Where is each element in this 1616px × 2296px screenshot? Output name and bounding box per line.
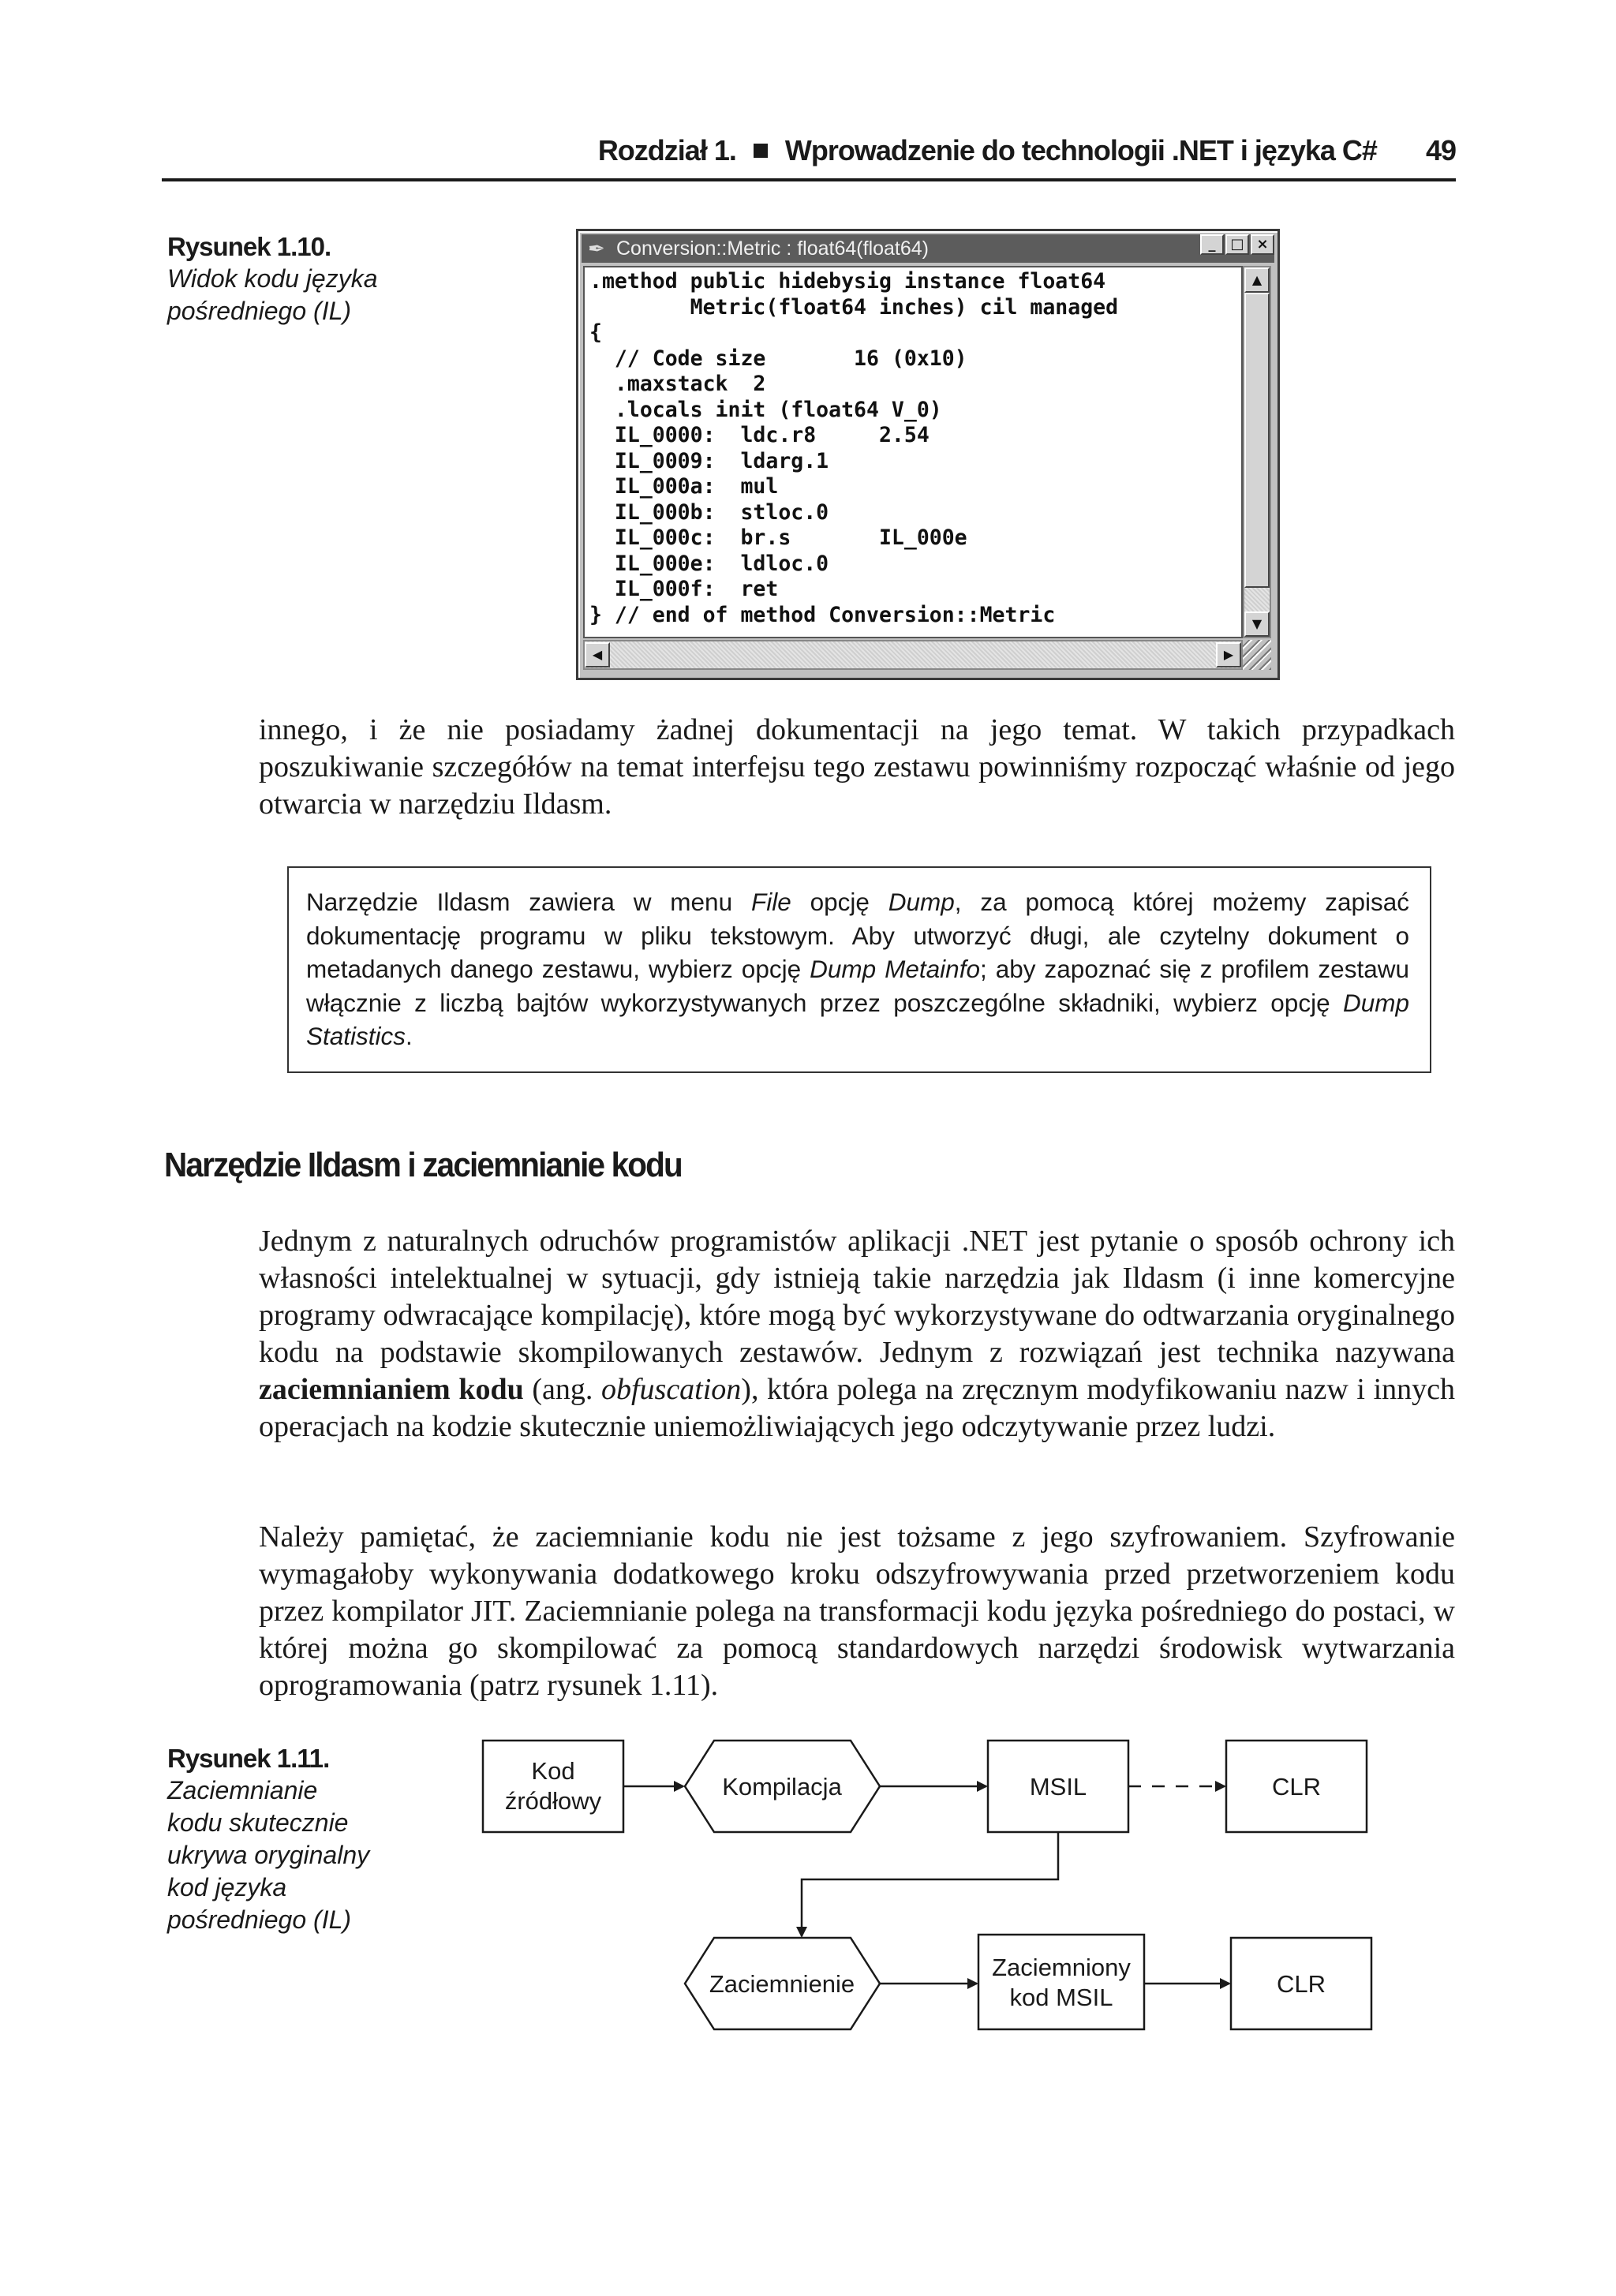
window-title-bar[interactable] [582,234,1274,263]
scroll-right-arrow-icon[interactable]: ▶ [1216,642,1241,667]
note-text: . [406,1022,413,1050]
header-chapter: Rozdział 1. [597,134,736,166]
vertical-scrollbar[interactable] [1243,266,1271,638]
node-label-source: źródłowy [504,1787,602,1815]
node-label-obfuscated-msil: kod MSIL [1009,1984,1113,2011]
paragraph-text: (ang. [523,1373,601,1406]
note-box [287,866,1431,1073]
note-option-dump-metainfo: Dump Metainfo [810,955,980,983]
note-menu-file: File [750,888,791,916]
quill-icon: ✒ [588,237,605,260]
code-line: IL_000c: br.s IL_000e [589,525,967,550]
code-line: { [589,320,602,345]
node-label-source: Kod [531,1757,575,1785]
node-label-compile: Kompilacja [722,1773,842,1801]
figure-1-10-caption-line: pośredniego (IL) [167,297,352,325]
code-line: } // end of method Conversion::Metric [589,602,1056,627]
code-line: IL_000e: ldloc.0 [589,551,829,576]
paragraph-text: ), która polega na zręcznym modyfikowaniu nazw i innych operacjach na kodzie skutecznie uniemożliwiających jego odczytywanie przez ludzi. [259,1373,1455,1443]
code-line: IL_0000: ldc.r8 2.54 [589,423,930,447]
il-code-window [576,229,1280,680]
scroll-thumb[interactable] [1244,293,1270,588]
node-label-obfuscate: Zaciemnienie [709,1970,855,1998]
minimize-button[interactable]: _ [1200,234,1224,255]
obfuscation-flow-diagram [473,1728,1389,2059]
code-line: IL_000a: mul [589,474,779,499]
figure-1-11-caption-line: Zaciemnianie [167,1776,318,1804]
figure-1-11-caption [167,1742,369,1936]
section-title: Narzędzie Ildasm i zaciemnianie kodu [164,1146,682,1184]
term-obfuscation: zaciemnianiem kodu [259,1373,524,1406]
node-label-clr-top: CLR [1271,1773,1322,1801]
il-code [585,267,1241,628]
paragraph-text: Jednym z naturalnych odruchów programistów aplikacji .NET jest pytanie o sposób ochrony ich własności intelektualnej w sytuacji, gdy istnieją takie narzędzia jak Ildasm (i inne komercyjne programy odwracające kompilację), które mogą być wykorzystywane do odtwarzania oryginalnego kodu na podstawie skompilowanych zestawów. Jednym z rozwiązań jest technika nazywana [259,1225,1455,1369]
code-line: IL_000f: ret [589,577,779,601]
term-english: obfuscation [600,1373,742,1406]
paragraph-2 [259,1223,1455,1445]
close-button[interactable]: × [1251,234,1274,255]
code-line: .locals init (float64 V_0) [589,397,942,422]
note-text: Narzędzie Ildasm zawiera w menu [306,888,751,916]
figure-1-11-caption-line: kod języka [167,1873,287,1901]
scroll-up-arrow-icon[interactable]: ▲ [1244,267,1270,293]
figure-1-10-caption-line: Widok kodu języka [167,264,378,293]
scroll-down-arrow-icon[interactable]: ▼ [1244,611,1270,637]
paragraph-3: Należy pamiętać, że zaciemnianie kodu nie jest tożsame z jego szyfrowaniem. Szyfrowanie wymagałoby wykonywania dodatkowego kroku odszyfrowywania przed przetworzeniem kodu przez kompilator JIT. Zaciemnianie polega na transformacji kodu języka pośredniego do postaci, w której można go skompilować za pomocą standardowych narzędzi środowisk wytwarzania oprogramowania (patrz rysunek 1.11). [259,1520,1455,1702]
running-header [162,133,1456,181]
window-title: Conversion::Metric : float64(float64) [616,237,930,260]
page-number: 49 [1425,134,1456,166]
figure-1-11-caption-line: kodu skutecznie [167,1808,349,1837]
header-title: Wprowadzenie do technologii .NET i języka C# [784,134,1377,166]
node-label-clr-bottom: CLR [1276,1970,1326,1998]
arrow-msil-to-obfuscate [802,1832,1058,1936]
note-text: opcję [791,888,888,916]
code-line: IL_0009: ldarg.1 [589,448,829,473]
figure-1-11-label: Rysunek 1.11. [167,1744,330,1773]
code-line: IL_000b: stloc.0 [589,499,829,525]
code-view[interactable] [583,266,1243,638]
obfuscated-msil-box [978,1935,1144,2029]
code-line: .method public hidebysig instance float64 [589,269,1106,294]
node-label-msil: MSIL [1029,1773,1087,1801]
figure-1-11-caption-line: pośredniego (IL) [167,1905,352,1934]
code-line: // Code size 16 (0x10) [589,346,967,371]
note-text: ; aby zapoznać się z profilem zestawu włącznie z liczbą bajtów wykorzystywanych przez poszczególne składniki, wybierz opcję [306,955,1409,1017]
paragraph-1: innego, i że nie posiadamy żadnej dokumentacji na jego temat. W takich przypadkach poszukiwanie szczegółów na temat interfejsu tego zestawu powinniśmy rozpocząć właśnie od jego otwarcia w narzędziu Ildasm. [259,713,1455,821]
figure-1-10-caption [167,230,378,327]
scroll-left-arrow-icon[interactable]: ◀ [585,642,610,667]
note-option-dump: Dump [888,888,955,916]
figure-1-11-caption-line: ukrywa oryginalny [167,1841,370,1869]
node-label-obfuscated-msil: Zaciemniony [992,1954,1131,1981]
header-text [598,134,1456,167]
square-bullet-icon [754,144,768,158]
note-text: , za pomocą której możemy zapisać dokumentację programu w pliku tekstowym. Aby utworzyć długi, ale czytelny dokument o metadanych danego zestawu, wybierz opcję [306,888,1410,983]
figure-1-10-label: Rysunek 1.10. [167,232,331,261]
horizontal-scrollbar[interactable] [583,640,1243,670]
code-line: .maxstack 2 [589,372,766,396]
source-code-box [483,1741,623,1832]
window-controls [1200,234,1274,255]
maximize-button[interactable]: □ [1225,234,1249,255]
code-line: Metric(float64 inches) cil managed [589,294,1119,320]
note-option-dump-statistics: Dump Statistics [306,988,1409,1050]
resize-grip-icon[interactable] [1243,640,1271,670]
